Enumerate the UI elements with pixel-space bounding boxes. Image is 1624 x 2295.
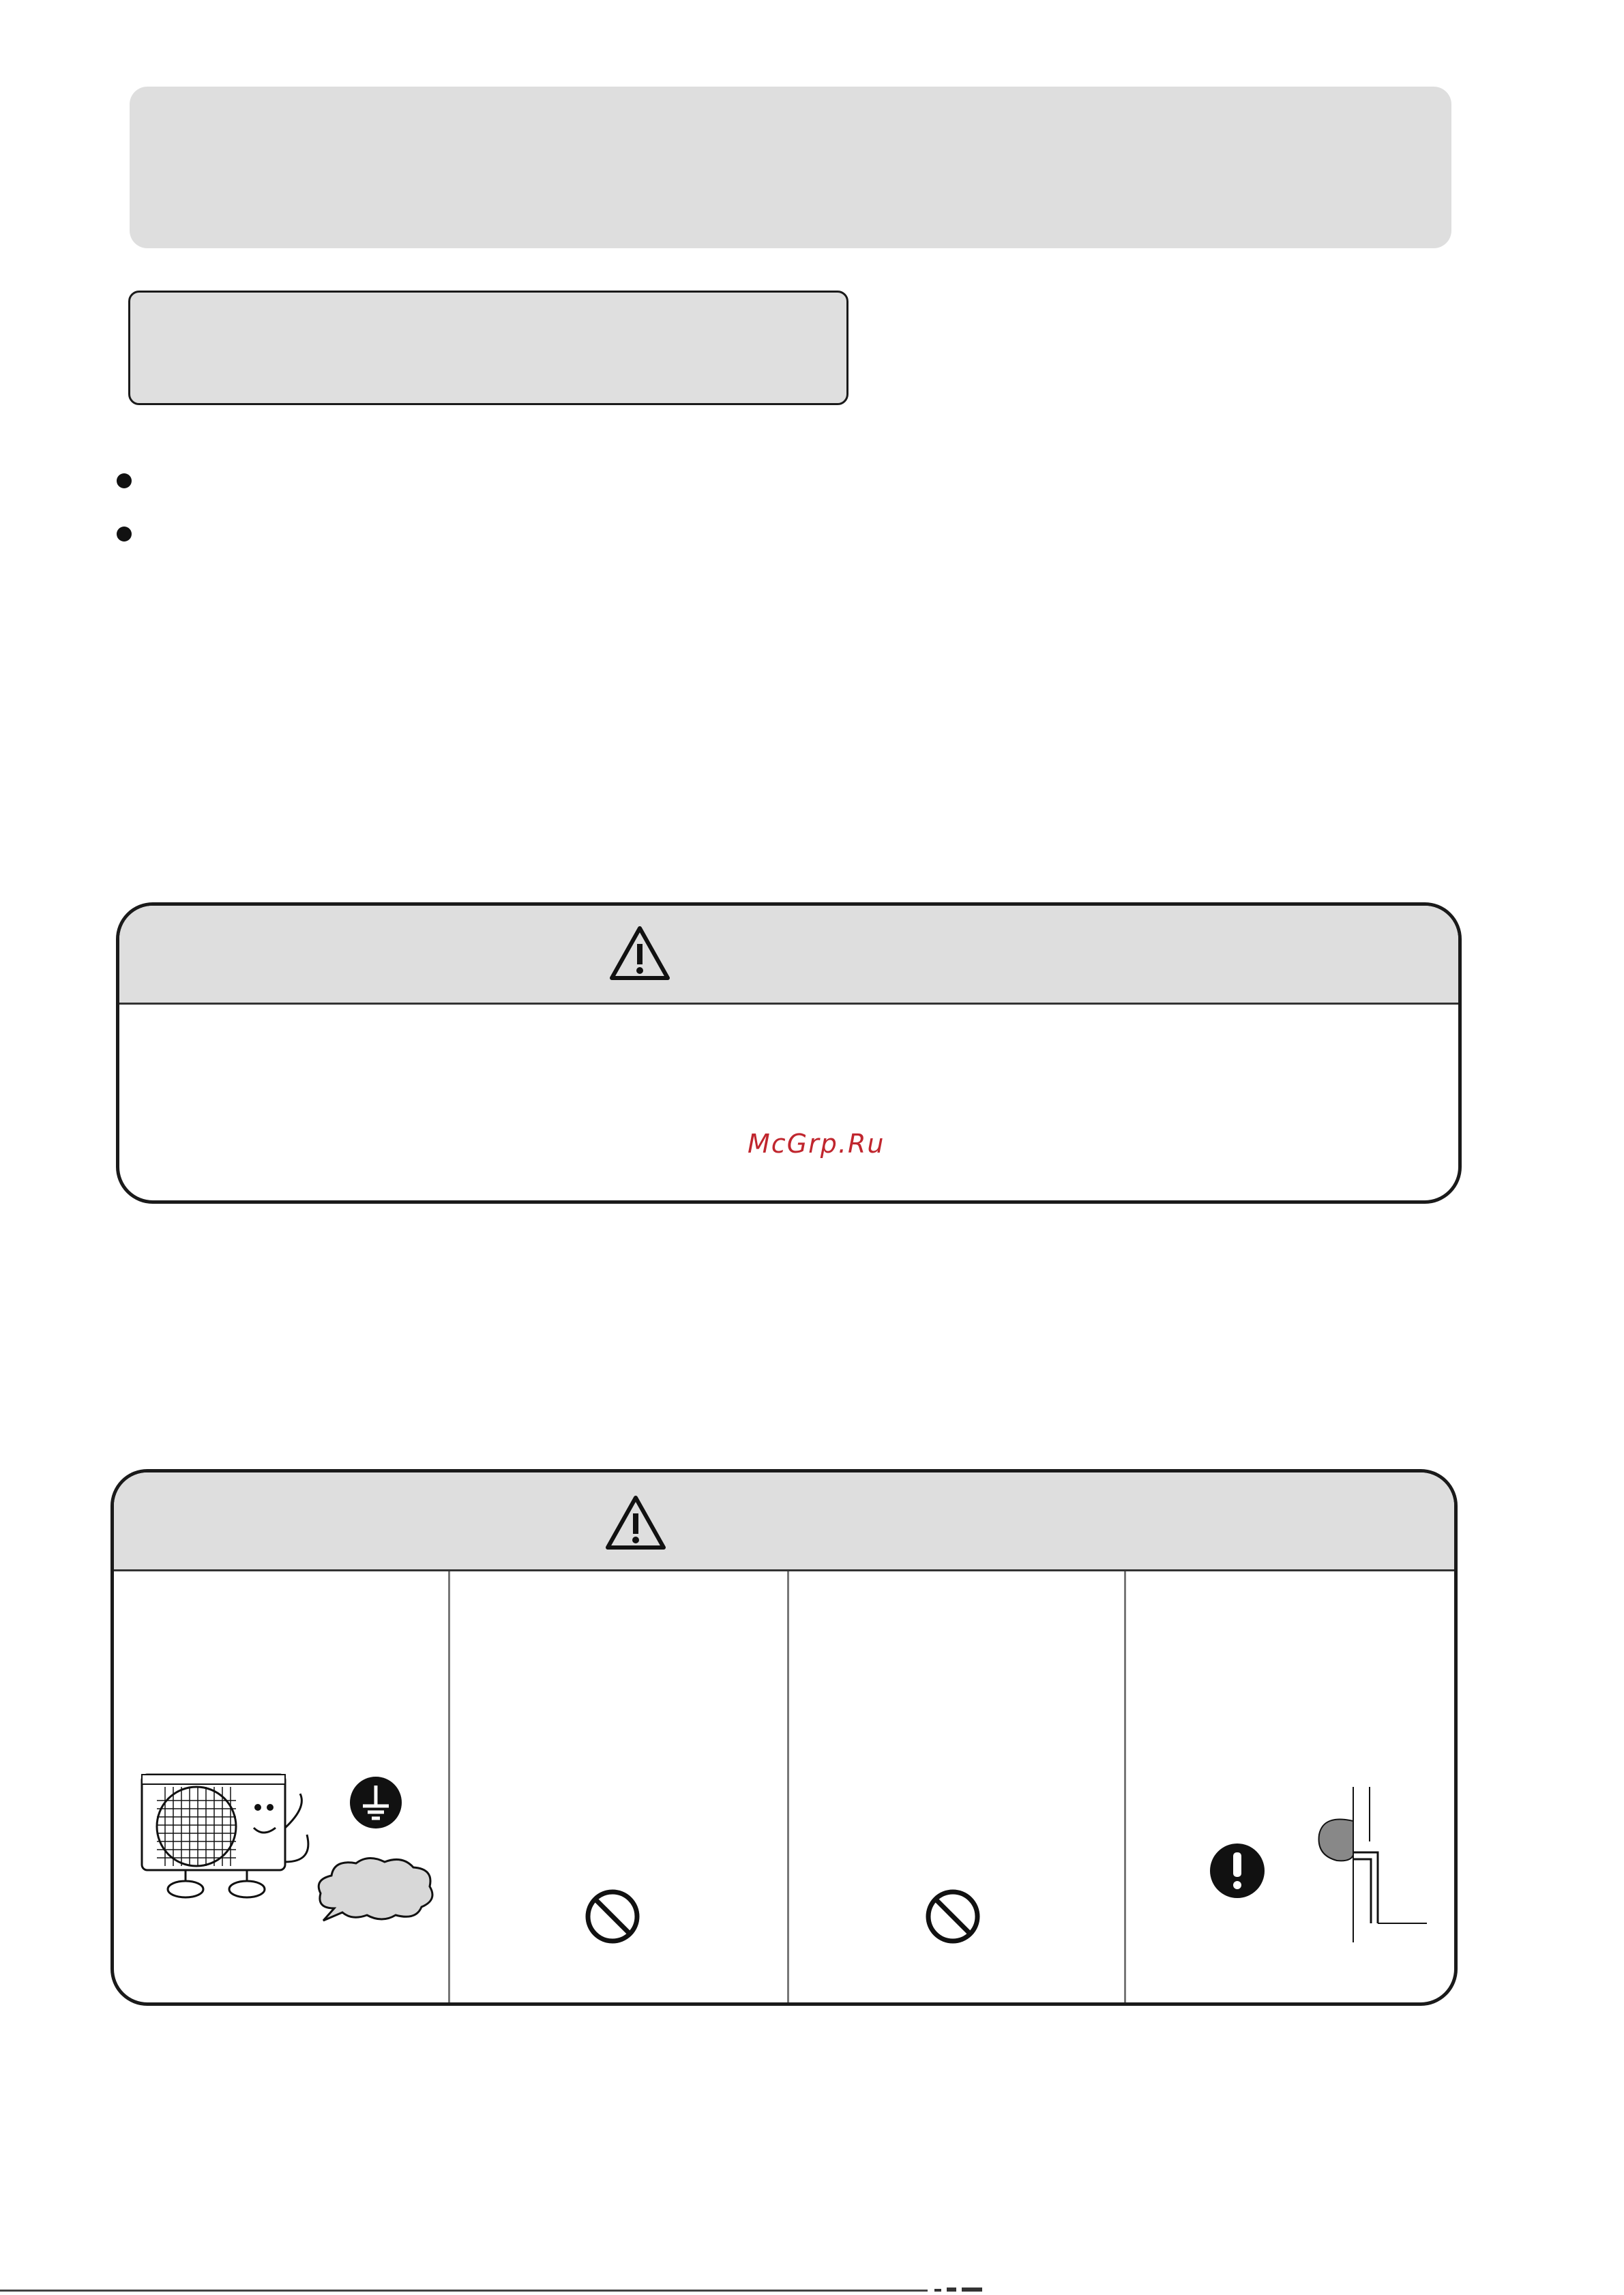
prohibited-icon — [584, 1888, 641, 1945]
column-divider — [787, 1571, 789, 2002]
warning-triangle-icon — [604, 1494, 667, 1552]
exclamation-icon — [1209, 1843, 1265, 1899]
prohibited-icon — [924, 1888, 981, 1945]
footer-rule — [0, 2290, 928, 2292]
footer-page-mark — [934, 2286, 1016, 2293]
speech-cloud-icon — [314, 1855, 438, 1923]
warning-header — [114, 1472, 1454, 1571]
bullet-point — [117, 527, 132, 542]
subsection-title-box — [128, 291, 848, 405]
watermark-text: McGrp.Ru — [748, 1129, 885, 1159]
ground-symbol-icon — [349, 1776, 402, 1829]
warning-panel — [110, 1469, 1458, 2006]
outdoor-unit-character-illustration — [136, 1766, 314, 1903]
caution-header — [119, 906, 1458, 1005]
bullet-point — [117, 473, 132, 488]
column-divider — [1124, 1571, 1126, 2002]
section-title-banner — [130, 87, 1451, 248]
warning-triangle-icon — [608, 925, 671, 982]
wall-drain-pipe-illustration — [1310, 1787, 1430, 1944]
column-divider — [448, 1571, 450, 2002]
